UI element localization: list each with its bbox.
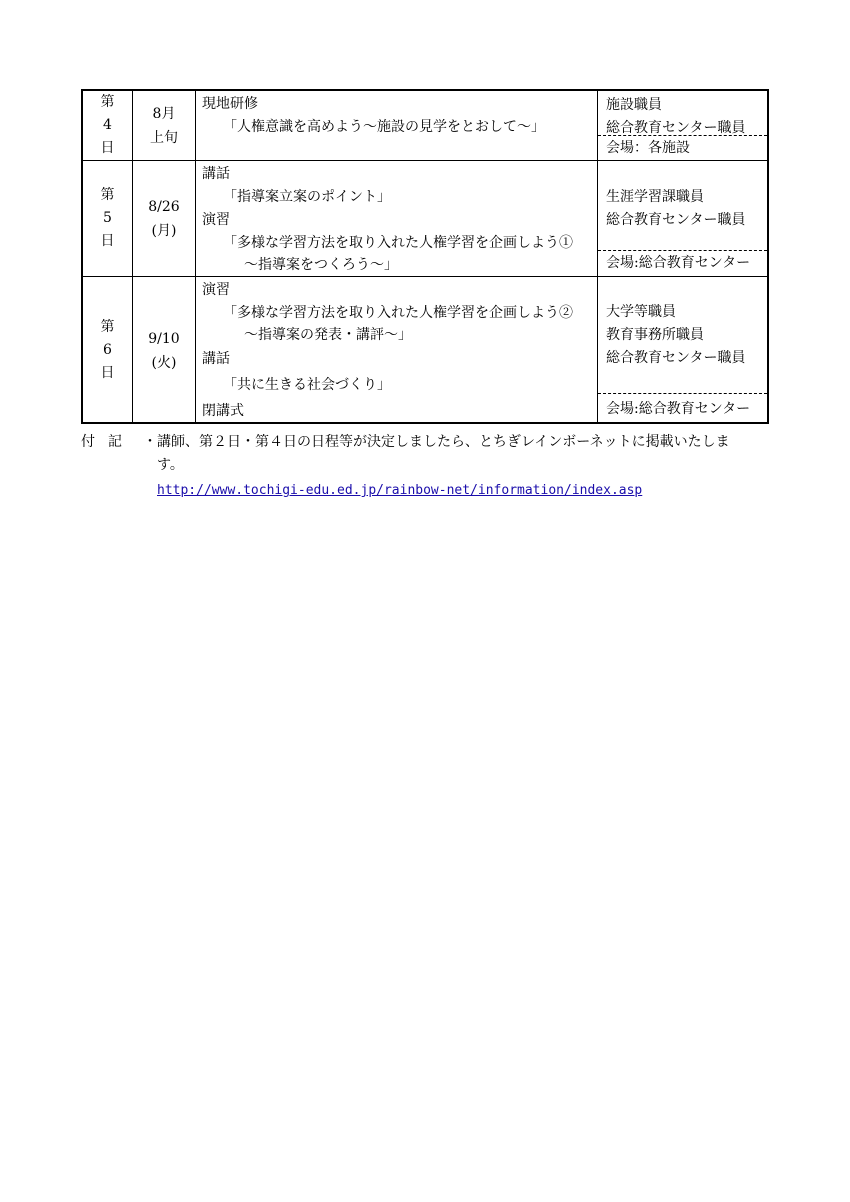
instructor-cell (598, 277, 767, 424)
date-main: 8/26 (148, 198, 180, 215)
content-cell (196, 91, 598, 160)
day-number-cell (83, 161, 133, 276)
date-cell (133, 161, 196, 276)
rainbow-net-link[interactable]: http://www.tochigi-edu.ed.jp/rainbow-net/information/index.asp (157, 483, 643, 498)
session-type: 現地研修 (202, 96, 258, 112)
day-number: 4 (103, 117, 112, 133)
instructor: 生涯学習課職員 (606, 189, 704, 205)
venue: 会場：各施設 (598, 135, 767, 160)
instructor: 施設職員 (606, 97, 662, 113)
venue: 会場:総合教育センター (598, 393, 767, 424)
notes-text (143, 431, 773, 477)
table-row-day6 (83, 277, 767, 424)
session-type: 演習 (202, 212, 230, 228)
date-sub: 上旬 (150, 129, 178, 146)
date-main: 9/10 (148, 330, 180, 347)
instructor-cell (598, 161, 767, 276)
instructor: 総合教育センター職員 (606, 212, 746, 228)
day-suffix: 日 (100, 365, 115, 381)
session-subtitle: 〜指導案をつくろう〜」 (244, 257, 398, 273)
notes-line: す。 (157, 457, 184, 473)
day-prefix: 第 (100, 94, 115, 110)
closing-ceremony: 閉講式 (202, 403, 244, 419)
date-sub: (月) (151, 222, 177, 239)
instructor: 総合教育センター職員 (606, 350, 746, 366)
instructor-cell (598, 91, 767, 160)
session-title: 「人権意識を高めよう〜施設の見学をとおして〜」 (223, 119, 545, 135)
session-type: 講話 (202, 351, 230, 367)
session-title: 「指導案立案のポイント」 (223, 189, 391, 205)
instructor: 総合教育センター職員 (606, 120, 746, 136)
table-row-day5 (83, 161, 767, 277)
day-number: 5 (103, 210, 112, 226)
date-cell (133, 91, 196, 160)
day-prefix: 第 (100, 319, 115, 335)
session-title: 「多様な学習方法を取り入れた人権学習を企画しよう② (223, 305, 573, 321)
venue: 会場:総合教育センター (598, 250, 767, 276)
content-cell (196, 161, 598, 276)
day-prefix: 第 (100, 187, 115, 203)
notes-label: 付記 (81, 434, 135, 450)
instructor: 教育事務所職員 (606, 327, 704, 343)
date-sub: (火) (151, 354, 177, 371)
date-main: 8月 (152, 105, 176, 122)
day-suffix: 日 (100, 233, 115, 249)
session-type: 演習 (202, 282, 230, 298)
date-cell (133, 277, 196, 424)
notes-line: ・講師、第２日・第４日の日程等が決定しましたら、とちぎレインボーネットに掲載いたしま (143, 434, 730, 450)
day-number: 6 (103, 342, 112, 358)
table-row-day4 (83, 91, 767, 161)
day-suffix: 日 (100, 140, 115, 156)
day-number-cell (83, 277, 133, 424)
session-title: 「共に生きる社会づくり」 (223, 377, 391, 393)
session-type: 講話 (202, 166, 230, 182)
session-subtitle: 〜指導案の発表・講評〜」 (244, 327, 412, 343)
content-cell (196, 277, 598, 424)
schedule-table (81, 89, 769, 424)
instructor: 大学等職員 (606, 304, 676, 320)
session-title: 「多様な学習方法を取り入れた人権学習を企画しよう① (223, 235, 573, 251)
day-number-cell (83, 91, 133, 160)
